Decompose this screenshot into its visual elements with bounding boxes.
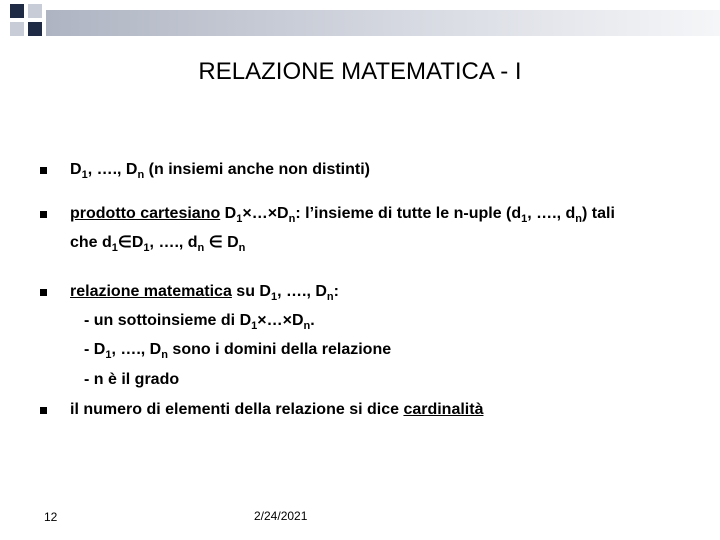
page-number: 12 [44,510,58,524]
corner-square-4 [28,22,42,36]
square-bullet-icon [40,167,47,174]
square-bullet-icon [40,289,47,296]
header-gradient-bar [46,10,720,36]
bullet-text: il numero di elementi della relazione si dice cardinalità [70,401,484,418]
footer-date: 2/24/2021 [254,509,308,523]
corner-square-2 [28,4,42,18]
bullet-text: relazione matematica su $D_1$, …., $D_n$: - un sottoinsieme di $D_1\times\dots\times D_n$. - $D_1$, …., $D_n$ sono i domini della relazione - n è il grado [70,283,392,388]
corner-square-1 [10,4,24,18]
bullet-text: prodotto cartesiano $D_1\times\dots\times D_n$: l’insieme di tutte le n-uple ($d_1$, …., $d_n$) tali che $d_1\in D_1$, …., $d_n$ ∈ $D_n$ [70,205,615,255]
square-bullet-icon [40,211,47,218]
slide-title: RELAZIONE MATEMATICA - I [198,58,522,85]
square-bullet-icon [40,407,47,414]
corner-square-3 [10,22,24,36]
bullet-text: $D_1$, …., $D_n$ (n insiemi anche non distinti) [70,161,370,182]
